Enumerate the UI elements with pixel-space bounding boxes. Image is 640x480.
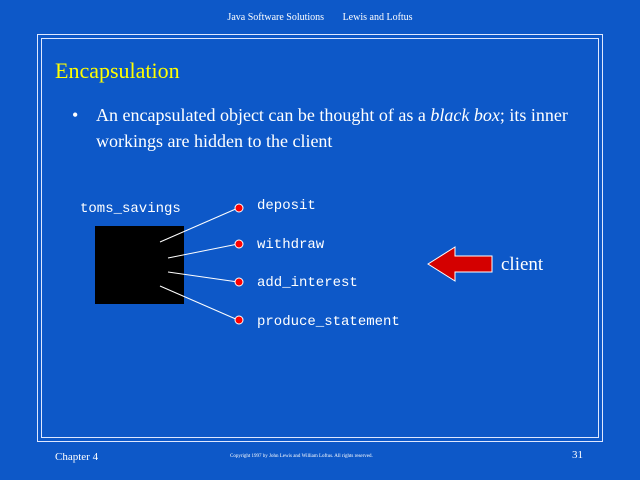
book-authors: Lewis and Loftus <box>342 12 413 23</box>
bullet-emphasis: black box <box>430 105 500 125</box>
bullet-text-before: An encapsulated object can be thought of as a <box>96 105 431 125</box>
object-name-label: toms_savings <box>80 201 181 217</box>
client-label: client <box>501 254 544 275</box>
connector-line-add-interest <box>168 272 238 282</box>
method-deposit: deposit <box>257 198 316 214</box>
footer-page-number: 31 <box>572 449 583 461</box>
bullet-text-after: ; its inner workings are hidden to the client <box>96 105 568 151</box>
method-withdraw: withdraw <box>257 237 325 253</box>
method-dot-icon <box>235 240 243 248</box>
connector-line-deposit <box>160 208 238 242</box>
footer-chapter: Chapter 4 <box>55 451 99 463</box>
arrow-left-icon <box>428 247 492 281</box>
book-title: Java Software Solutions <box>227 12 325 23</box>
method-dot-icon <box>235 204 243 212</box>
method-add-interest: add_interest <box>257 275 358 291</box>
bullet-icon: • <box>72 105 79 125</box>
connector-line-produce-statement <box>160 286 238 320</box>
footer-copyright: Copyright 1997 by John Lewis and William Loftus. All rights reserved. <box>230 454 373 459</box>
method-dot-icon <box>235 316 243 324</box>
method-dot-icon <box>235 278 243 286</box>
method-produce-statement: produce_statement <box>257 314 400 330</box>
slide-title: Encapsulation <box>55 58 180 83</box>
connector-line-withdraw <box>168 244 238 258</box>
